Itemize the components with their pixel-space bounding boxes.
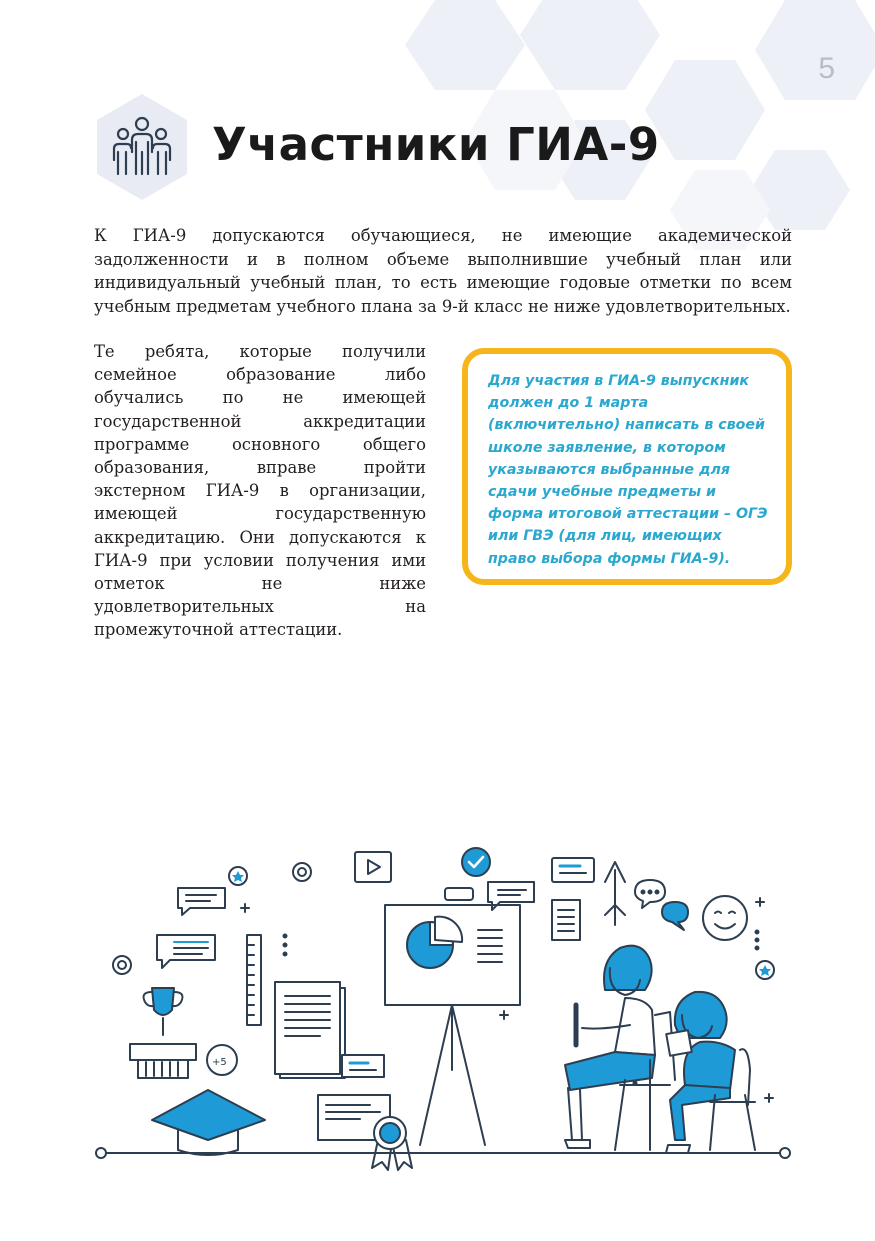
page-title: Участники ГИА-9 bbox=[212, 118, 660, 171]
callout-text: Для участия в ГИА-9 выпускник должен до 1 марта (включительно) написать в своей школе заявление, в котором указываются выбранные для сдачи учебные предметы и форма итоговой аттестации – ОГЭ или ГВЭ (для лиц, имеющих право выбора формы ГИА-9). bbox=[488, 373, 768, 567]
page-number: 5 bbox=[818, 52, 835, 85]
education-illustration bbox=[90, 840, 795, 1175]
student-girl bbox=[666, 992, 755, 1153]
smiley-icon bbox=[703, 896, 747, 940]
student-boy bbox=[565, 946, 675, 1150]
people-group-icon bbox=[94, 92, 190, 202]
document-icon bbox=[552, 900, 580, 940]
award-rosette-icon bbox=[372, 1117, 412, 1170]
up-arrow-icon bbox=[605, 862, 625, 925]
callout-box bbox=[462, 348, 792, 585]
trophy-icon bbox=[130, 988, 196, 1078]
gear-icon bbox=[113, 863, 311, 974]
checkmark-badge-icon bbox=[462, 848, 490, 876]
intro-paragraph: К ГИА-9 допускаются обучающиеся, не имеющие академической задолженности и в полном объеме выполнившие учебный план или индивидуальный учебный план, то есть имеющие годовые отметки по всем учебным предметам учебного плана за 9-й класс не ниже удовлетворительных. bbox=[94, 226, 792, 316]
ruler-icon bbox=[247, 935, 261, 1025]
graduation-cap-icon bbox=[152, 1090, 265, 1155]
document-stack-icon bbox=[275, 982, 384, 1078]
video-play-icon bbox=[355, 852, 391, 882]
grade-badge-text: +5 bbox=[212, 1057, 227, 1068]
eligibility-paragraph: Те ребята, которые получили семейное образование либо обучались по не имеющей государственной аккредитации программе основного общего образования, вправе пройти экстерном ГИА-9 в организации, имеющей государственную аккредитацию. Они допускаются к ГИА-9 при условии получения ими отметок не ниже удовлетворительных на промежуточной аттестации. bbox=[94, 342, 426, 640]
